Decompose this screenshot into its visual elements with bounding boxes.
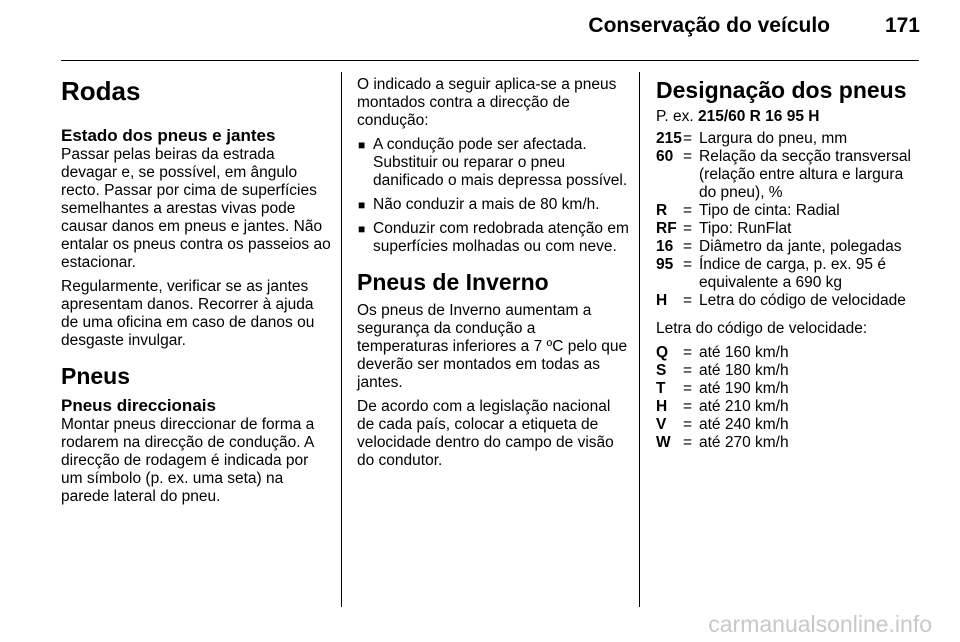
header-rule (61, 60, 919, 61)
definition-eq: = (683, 202, 693, 219)
definition-term: 215 (656, 130, 682, 147)
paragraph-beiras: Passar pelas beiras da estrada devagar e, se possível, em ângulo recto. Passar por cima de superfícies semelhantes a arestas vivas pode causar danos em pneus e jantes. Não entalar os pneus contra os passeios ao estacionar. (61, 146, 331, 271)
heading-pneus-inverno: Pneus de Inverno (357, 269, 549, 295)
definition-row (656, 434, 922, 452)
definition-row (656, 148, 922, 202)
page-number: 171 (884, 14, 920, 37)
definition-term: W (656, 434, 671, 451)
paragraph-pneus-direccionais: Montar pneus direccionar de forma a rodarem na direcção de condução. A direcção de rodagem é indicada por um símbolo (p. ex. uma seta) na parede lateral do pneu. (61, 416, 315, 505)
definition-eq: = (683, 130, 693, 147)
definition-desc: Largura do pneu, mm (699, 130, 848, 147)
definition-eq: = (683, 416, 693, 433)
definition-desc: até 240 km/h (699, 416, 789, 433)
definition-term: R (656, 202, 668, 219)
watermark: carmanualsonline.info (708, 611, 932, 637)
bullet-icon: ■ (358, 198, 366, 212)
definition-row (656, 344, 922, 362)
definition-desc: até 190 km/h (699, 380, 789, 397)
definition-desc: Tipo de cinta: Radial (699, 202, 840, 219)
definition-term: 95 (656, 256, 674, 273)
column-1 (61, 76, 331, 512)
heading-rodas: Rodas (61, 76, 141, 106)
speed-intro: Letra do código de velocidade: (656, 320, 868, 337)
definition-eq: = (683, 362, 693, 379)
paragraph-verificar-jantes: Regularmente, verificar se as jantes apresentam danos. Recorrer à ajuda de uma oficina em caso de danos ou desgaste invulgar. (61, 278, 315, 349)
bullet-icon: ■ (358, 138, 366, 152)
heading-pneus: Pneus (61, 363, 131, 389)
definition-row (656, 292, 922, 310)
definition-desc: Letra do código de velocidade (699, 292, 906, 309)
definition-desc: Diâmetro da jante, polegadas (699, 238, 902, 255)
definition-desc: até 270 km/h (699, 434, 789, 451)
definition-eq: = (683, 238, 693, 255)
definition-eq: = (683, 434, 693, 451)
definition-eq: = (683, 344, 693, 361)
definition-term: T (656, 380, 666, 397)
definition-eq: = (683, 256, 693, 273)
column-divider-1 (341, 72, 342, 607)
bullet-list (357, 136, 629, 256)
definition-row (656, 256, 922, 292)
definition-desc: Relação da secção transversal (relação entre altura e largura do pneu), % (699, 148, 911, 201)
definition-term: H (656, 292, 668, 309)
column-3 (656, 76, 922, 462)
definition-term: 16 (656, 238, 674, 255)
paragraph-inverno: Os pneus de Inverno aumentam a segurança da condução a temperaturas inferiores a 7 ºC pelo que deverão ser montados em todas as jantes. (357, 302, 628, 391)
definition-term: RF (656, 220, 677, 237)
definition-row (656, 398, 922, 416)
definition-desc: até 180 km/h (699, 362, 789, 379)
speed-code-list (656, 344, 922, 452)
definition-desc: até 210 km/h (699, 398, 789, 415)
paragraph-indicado: O indicado a seguir aplica-se a pneus montados contra a direcção de condução: (357, 76, 617, 129)
column-2 (357, 76, 629, 476)
example-code: 215/60 R 16 95 H (697, 108, 820, 125)
column-divider-2 (639, 72, 640, 607)
definition-row (656, 238, 922, 256)
definition-term: H (656, 398, 668, 415)
definition-row (656, 362, 922, 380)
definition-row (656, 220, 922, 238)
page-header-title: Conservação do veículo (588, 14, 830, 37)
bullet-icon: ■ (358, 222, 366, 236)
paragraph-legislacao: De acordo com a legislação nacional de cada país, colocar a etiqueta de velocidade dentro do campo de visão do condutor. (357, 398, 614, 469)
heading-estado-pneus: Estado dos pneus e jantes (61, 126, 276, 145)
definition-desc: Tipo: RunFlat (699, 220, 792, 237)
definition-row (656, 202, 922, 220)
definition-row (656, 130, 922, 148)
definition-eq: = (683, 292, 693, 309)
definition-eq: = (683, 220, 693, 237)
heading-pneus-direccionais: Pneus direccionais (61, 396, 216, 415)
definition-eq: = (683, 398, 693, 415)
definition-eq: = (683, 148, 693, 165)
designation-list (656, 130, 922, 310)
definition-desc: até 160 km/h (699, 344, 789, 361)
definition-row (656, 416, 922, 434)
definition-row (656, 380, 922, 398)
definition-term: 60 (656, 148, 674, 165)
definition-term: S (656, 362, 667, 379)
example-line: P. ex. 215/60 R 16 95 H (656, 108, 820, 125)
heading-designacao-pneus: Designação dos pneus (656, 77, 907, 103)
definition-term: V (656, 416, 667, 433)
definition-desc: Índice de carga, p. ex. 95 é equivalente a 690 kg (699, 256, 886, 291)
list-item: ■ Não conduzir a mais de 80 km/h. (358, 196, 600, 213)
list-item: ■ A condução pode ser afectada. Substituir ou reparar o pneu danificado o mais depressa possível. (358, 136, 628, 189)
definition-eq: = (683, 380, 693, 397)
list-item: ■ Conduzir com redobrada atenção em superfícies molhadas ou com neve. (358, 220, 629, 255)
definition-term: Q (656, 344, 669, 361)
